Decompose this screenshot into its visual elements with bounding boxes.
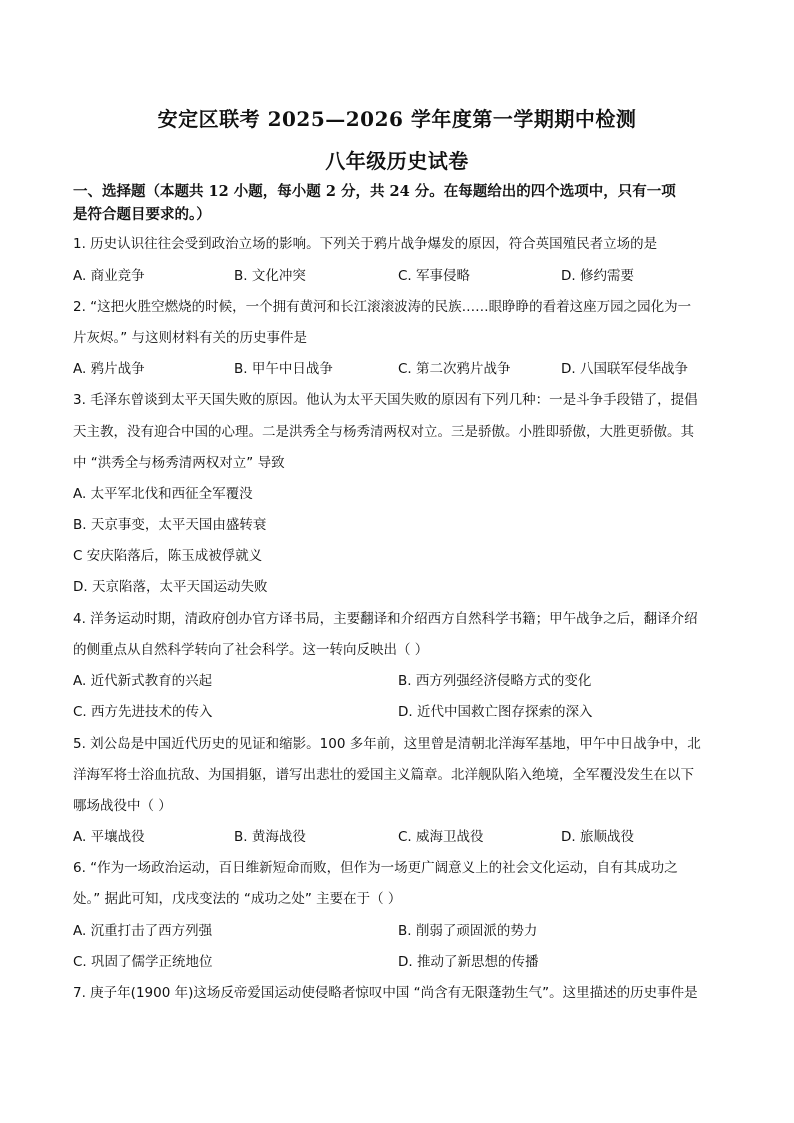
q5-stem-line3: 哪场战役中（ ） <box>73 798 172 814</box>
q3-option-a: A. 太平军北伐和西征全军覆没 <box>73 486 253 502</box>
exam-title: 安定区联考 2025—2026 学年度第一学期期中检测 <box>157 107 637 131</box>
q3-stem-line1: 3. 毛泽东曾谈到太平天国失败的原因。他认为太平天国失败的原因有下列几种：一是斗争手段错了，提倡 <box>73 392 698 408</box>
q6-option-b: B. 削弱了顽固派的势力 <box>398 923 538 939</box>
q2-stem-line2: 片灰烬。” 与这则材料有关的历史事件是 <box>73 330 308 346</box>
q3-option-b: B. 天京事变，太平天国由盛转衰 <box>73 517 267 533</box>
q3-option-c: C 安庆陷落后，陈玉成被俘就义 <box>73 548 263 564</box>
q7-stem-line1: 7. 庚子年(1900 年)这场反帝爱国运动使侵略者惊叹中国 “尚含有无限蓬勃生气”。这里描述的历史事件是 <box>73 985 698 1001</box>
q6-option-d: D. 推动了新思想的传播 <box>398 954 539 970</box>
q4-stem-line1: 4. 洋务运动时期，清政府创办官方译书局，主要翻译和介绍西方自然科学书籍；甲午战争之后，翻译介绍 <box>73 611 698 627</box>
q2-stem-line1: 2. “这把火胜空燃烧的时候，一个拥有黄河和长江滚滚波涛的民族……眼睁睁的看着这座万园之园化为一 <box>73 299 692 315</box>
q5-option-b: B. 黄海战役 <box>234 829 306 845</box>
q5-stem-line1: 5. 刘公岛是中国近代历史的见证和缩影。100 多年前，这里曾是清朝北洋海军基地，甲午中日战争中，北 <box>73 736 701 752</box>
q3-stem-line3: 中 “洪秀全与杨秀清两权对立” 导致 <box>73 455 285 471</box>
exam-subtitle: 八年级历史试卷 <box>325 149 469 173</box>
q6-option-c: C. 巩固了儒学正统地位 <box>73 954 213 970</box>
q4-option-a: A. 近代新式教育的兴起 <box>73 673 213 689</box>
q3-option-d: D. 天京陷落，太平天国运动失败 <box>73 579 268 595</box>
q3-stem-line2: 天主教，没有迎合中国的心理。二是洪秀全与杨秀清两权对立。三是骄傲。小胜即骄傲，大胜更骄傲。其 <box>73 424 694 440</box>
q2-option-d: D. 八国联军侵华战争 <box>561 361 688 377</box>
q4-stem-line2: 的侧重点从自然科学转向了社会科学。这一转向反映出（ ） <box>73 642 429 658</box>
q4-option-d: D. 近代中国救亡图存探索的深入 <box>398 704 593 720</box>
q5-option-a: A. 平壤战役 <box>73 829 145 845</box>
q4-option-b: B. 西方列强经济侵略方式的变化 <box>398 673 592 689</box>
q5-stem-line2: 洋海军将士浴血抗敌、为国捐躯，谱写出悲壮的爱国主义篇章。北洋舰队陷入绝境，全军覆没发生在以下 <box>73 767 694 783</box>
q6-stem-line2: 处。” 据此可知，戊戌变法的 “成功之处” 主要在于（ ） <box>73 891 402 907</box>
q4-option-c: C. 西方先进技术的传入 <box>73 704 213 720</box>
q1-option-c: C. 军事侵略 <box>398 268 471 284</box>
q1-option-b: B. 文化冲突 <box>234 268 306 284</box>
q2-option-a: A. 鸦片战争 <box>73 361 145 377</box>
q1-stem: 1. 历史认识往往会受到政治立场的影响。下列关于鸦片战争爆发的原因，符合英国殖民者立场的是 <box>73 236 658 252</box>
q1-option-a: A. 商业竞争 <box>73 268 145 284</box>
q5-option-c: C. 威海卫战役 <box>398 829 484 845</box>
q6-option-a: A. 沉重打击了西方列强 <box>73 923 213 939</box>
q1-option-d: D. 修约需要 <box>561 268 634 284</box>
section-heading-line1: 一、选择题（本题共 12 小题，每小题 2 分，共 24 分。在每题给出的四个选项中，只有一项 <box>73 183 676 200</box>
q2-option-c: C. 第二次鸦片战争 <box>398 361 511 377</box>
q2-option-b: B. 甲午中日战争 <box>234 361 333 377</box>
q6-stem-line1: 6. “作为一场政治运动，百日维新短命而败，但作为一场更广阔意义上的社会文化运动，自有其成功之 <box>73 860 678 876</box>
section-heading-line2: 是符合题目要求的。） <box>73 206 211 223</box>
q5-option-d: D. 旅顺战役 <box>561 829 634 845</box>
